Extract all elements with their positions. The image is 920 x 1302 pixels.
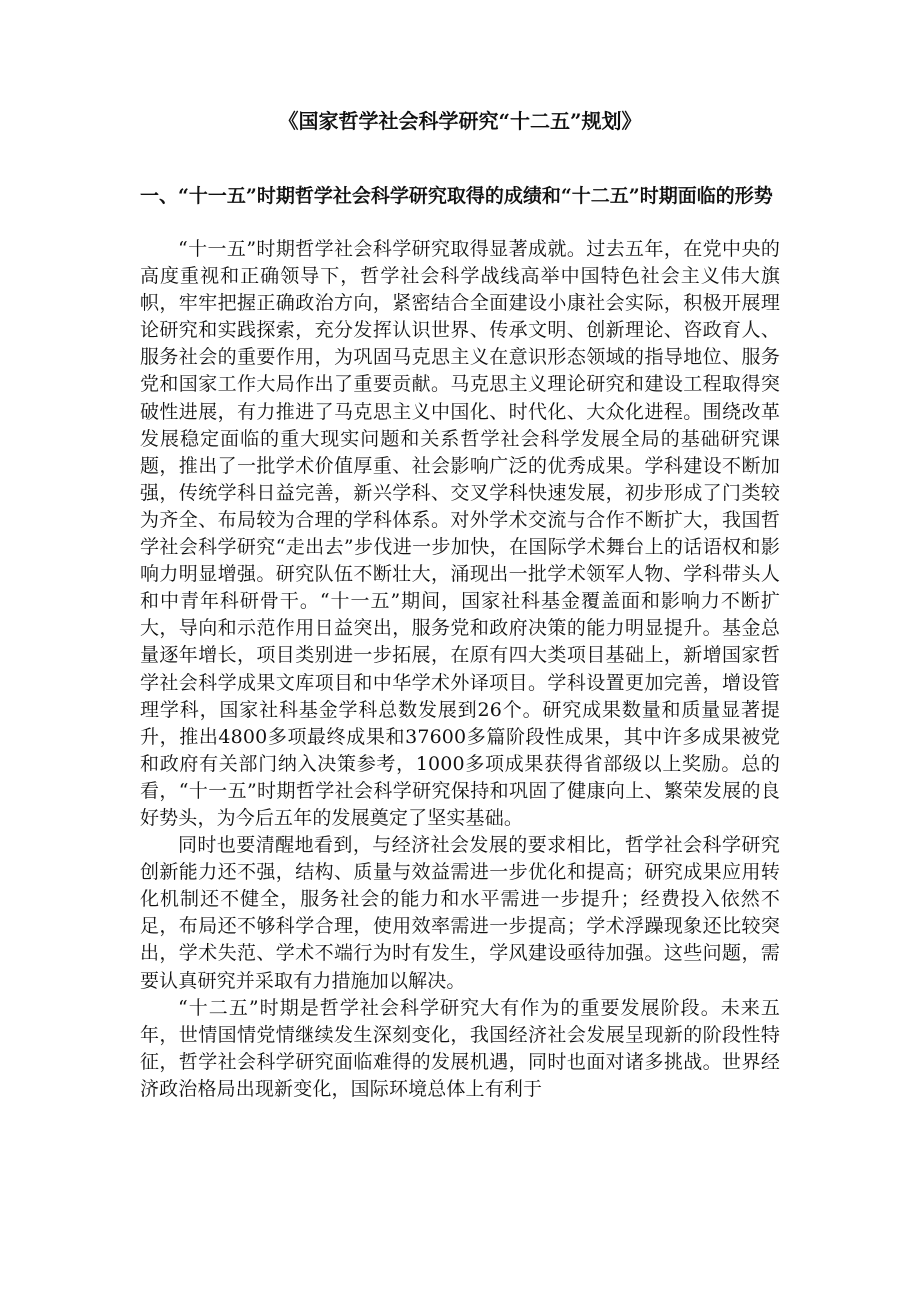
section-heading: 一、“十一五”时期哲学社会科学研究取得的成绩和“十二五”时期面临的形势 xyxy=(140,185,773,207)
paragraph-outlook: “十二五”时期是哲学社会科学研究大有作为的重要发展阶段。未来五年，世情国情党情继续发生深刻变化，我国经济社会发展呈现新的阶段性特征，哲学社会科学研究面临难得的发展机遇，同时也面对诸多挑战。世界经济政治格局出现新变化，国际环境总体上有利于 xyxy=(140,996,780,1100)
paragraph-problems: 同时也要清醒地看到，与经济社会发展的要求相比，哲学社会科学研究创新能力还不强，结构、质量与效益需进一步优化和提高；研究成果应用转化机制还不健全，服务社会的能力和水平需进一步提升；经费投入依然不足，布局还不够科学合理，使用效率需进一步提高；学术浮躁现象还比较突出，学术失范、学术不端行为时有发生，学风建设亟待加强。这些问题，需要认真研究并采取有力措施加以解决。 xyxy=(140,834,780,992)
paragraph-achievements: “十一五”时期哲学社会科学研究取得显著成就。过去五年，在党中央的高度重视和正确领导下，哲学社会科学战线高举中国特色社会主义伟大旗帜，牢牢把握正确政治方向，紧密结合全面建设小康社会实际，积极开展理论研究和实践探索，充分发挥认识世界、传承文明、创新理论、咨政育人、服务社会的重要作用，为巩固马克思主义在意识形态领域的指导地位、服务党和国家工作大局作出了重要贡献。马克思主义理论研究和建设工程取得突破性进展，有力推进了马克思主义中国化、时代化、大众化进程。围绕改革发展稳定面临的重大现实问题和关系哲学社会科学发展全局的基础研究课题，推出了一批学术价值厚重、社会影响广泛的优秀成果。学科建设不断加强，传统学科日益完善，新兴学科、交叉学科快速发展，初步形成了门类较为齐全、布局较为合理的学科体系。对外学术交流与合作不断扩大，我国哲学社会科学研究“走出去”步伐进一步加快，在国际学术舞台上的话语权和影响力明显增强。研究队伍不断壮大，涌现出一批学术领军人物、学科带头人和中青年科研骨干。“十一五”期间，国家社科基金覆盖面和影响力不断扩大，导向和示范作用日益突出，服务党和政府决策的能力明显提升。基金总量逐年增长，项目类别进一步拓展，在原有四大类项目基础上，新增国家哲学社会科学成果文库项目和中华学术外译项目。学科设置更加完善，增设管理学科，国家社科基金学科总数发展到26个。研究成果数量和质量显著提升，推出4800多项最终成果和37600多篇阶段性成果，其中许多成果被党和政府有关部门纳入决策参考，1000多项成果获得省部级以上奖励。总的看，“十一五”时期哲学社会科学研究保持和巩固了健康向上、繁荣发展的良好势头，为今后五年的发展奠定了坚实基础。 xyxy=(140,238,780,829)
document-body xyxy=(140,236,780,1103)
document-title: 《国家哲学社会科学研究“十二五”规划》 xyxy=(278,109,642,133)
